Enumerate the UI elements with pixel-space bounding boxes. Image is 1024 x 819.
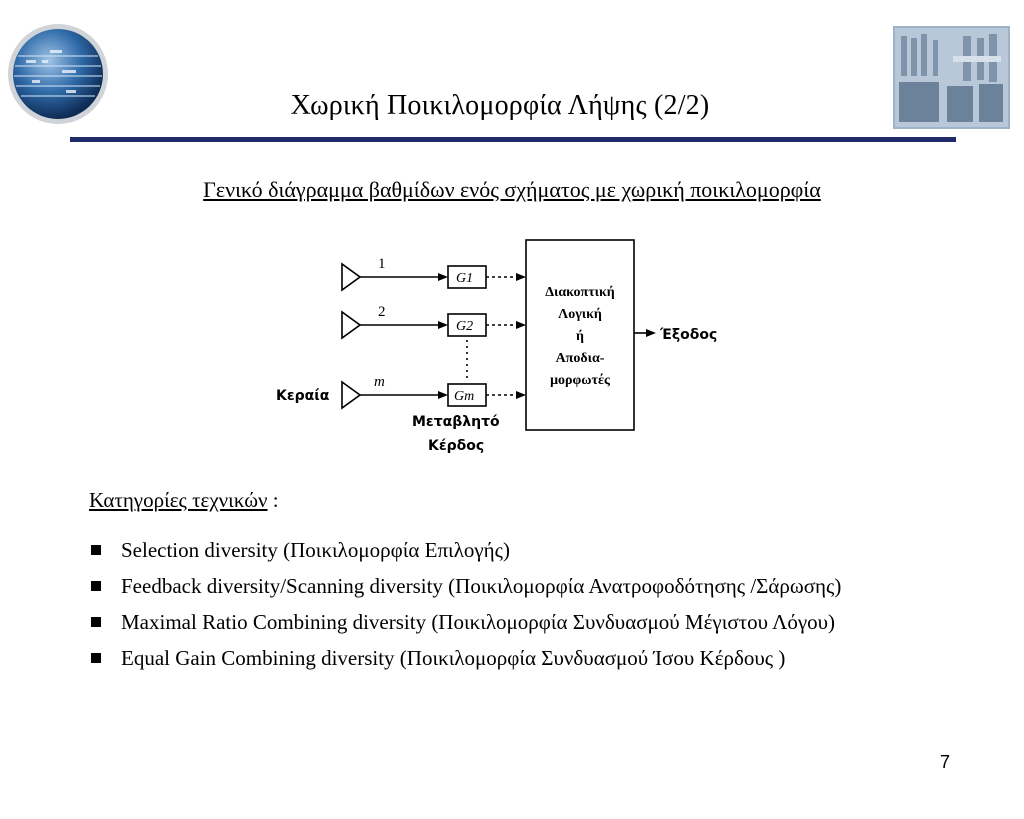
- gain-caption-line: Κέρδος: [428, 438, 485, 454]
- list-item: [89, 607, 937, 637]
- block-text-line: ή: [576, 329, 584, 344]
- branch-number: m: [374, 374, 385, 390]
- branch-number: 2: [378, 304, 386, 320]
- title-divider: [70, 137, 956, 142]
- antenna-icon: [342, 312, 360, 338]
- list-item-text: Feedback diversity/Scanning diversity (Ποικιλομορφία Ανατροφοδότησης /Σάρωσης): [121, 574, 842, 598]
- gain-label: Gm: [454, 389, 475, 404]
- categories-heading-text: Κατηγορίες τεχνικών: [89, 488, 268, 512]
- page-number: 7: [940, 752, 951, 772]
- gain-caption-line: Μεταβλητό: [412, 414, 500, 430]
- categories-heading-colon: :: [267, 488, 279, 512]
- slide-title: [0, 90, 1000, 122]
- bullet-square-icon: [91, 617, 101, 627]
- list-item: [89, 571, 937, 601]
- block-text-line: Λογική: [558, 307, 602, 322]
- output-label: Έξοδος: [660, 327, 718, 343]
- technique-list: [89, 535, 937, 679]
- antenna-icon: [342, 264, 360, 290]
- list-item: [89, 535, 937, 565]
- antenna-icon: [342, 382, 360, 408]
- list-item-text: Maximal Ratio Combining diversity (Ποικιλομορφία Συνδυασμού Μέγιστου Λόγου): [121, 610, 835, 634]
- slide-title-text: Χωρική Ποικιλομορφία Λήψης (2/2): [290, 90, 710, 121]
- diagram-caption: Γενικό διάγραμμα βαθμίδων ενός σχήματος με χωρική ποικιλομορφία: [203, 177, 821, 202]
- list-item-text: Equal Gain Combining diversity (Ποικιλομορφία Συνδυασμού Ίσου Κέρδους ): [121, 646, 786, 670]
- diversity-block-diagram: [260, 228, 740, 468]
- gain-label: G2: [456, 319, 474, 334]
- categories-heading: [89, 488, 279, 513]
- block-text-line: Διακοπτική: [545, 285, 615, 300]
- antenna-label: Κεραία: [276, 388, 330, 404]
- bullet-square-icon: [91, 653, 101, 663]
- block-text-line: μορφωτές: [550, 373, 610, 388]
- bullet-square-icon: [91, 581, 101, 591]
- list-item-text: Selection diversity (Ποικιλομορφία Επιλογής): [121, 538, 510, 562]
- list-item: [89, 643, 937, 673]
- gain-label: G1: [456, 271, 474, 286]
- bullet-square-icon: [91, 545, 101, 555]
- block-text-line: Αποδια-: [555, 351, 605, 366]
- branch-number: 1: [378, 256, 386, 272]
